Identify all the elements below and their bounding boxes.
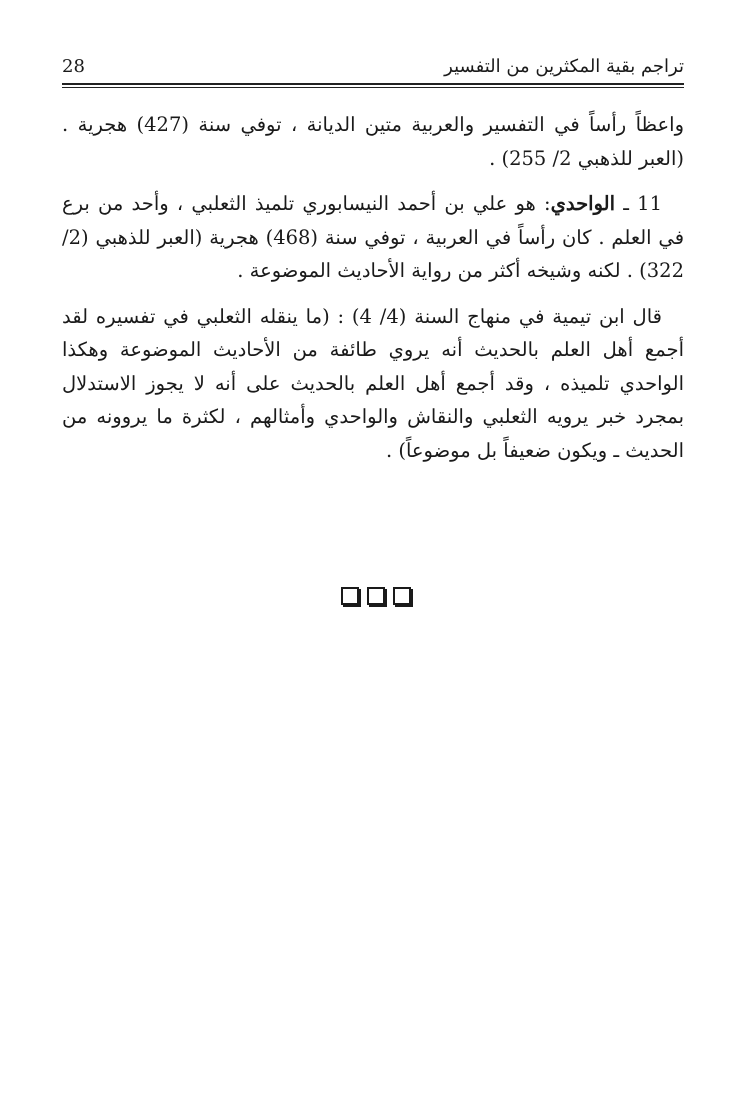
header-rule-thick <box>62 83 684 85</box>
page-header <box>62 50 684 90</box>
section-end-marks <box>0 587 752 605</box>
entry-name: الواحدي <box>550 192 616 215</box>
page-number: 28 <box>62 56 85 77</box>
paragraph-1 <box>62 108 684 175</box>
paragraph-2-text: : هو علي بن أحمد النيسابوري تلميذ الثعلبي ، وأحد من برع في العلم . كان رأساً في العربية ، توفي سنة (468) هجرية (العبر للذهبي (2/ 322) . لكنه وشيخه أكثر من رواية الأحاديث الموضوعة . <box>62 192 685 282</box>
paragraph-3 <box>62 300 684 468</box>
square-box-icon <box>393 587 411 605</box>
paragraph-2 <box>62 187 684 288</box>
entry-number: 11 ـ <box>623 192 662 215</box>
square-box-icon <box>367 587 385 605</box>
running-head-title: تراجم بقية المكثرين من التفسير <box>444 56 684 77</box>
paragraph-1-text: واعظاً رأساً في التفسير والعربية متين الديانة ، توفي سنة (427) هجرية . (العبر للذهبي 2/ 255) . <box>62 113 684 170</box>
body-text <box>62 108 684 479</box>
square-box-icon <box>341 587 359 605</box>
paragraph-3-text: قال ابن تيمية في منهاج السنة (4/ 4) : (ما ينقله الثعلبي في تفسيره لقد أجمع أهل العلم بالحديث أنه يروي طائفة من الأحاديث الموضوعة وهكذا الواحدي تلميذه ، وقد أجمع أهل العلم بالحديث على أنه لا يجوز الاستدلال بمجرد خبر يرويه الثعلبي والنقاش والواحدي وأمثالهم ، لكثرة ما يروونه من الحديث ـ ويكون ضعيفاً بل موضوعاً) . <box>62 304 684 462</box>
header-rule-thin <box>62 87 684 88</box>
